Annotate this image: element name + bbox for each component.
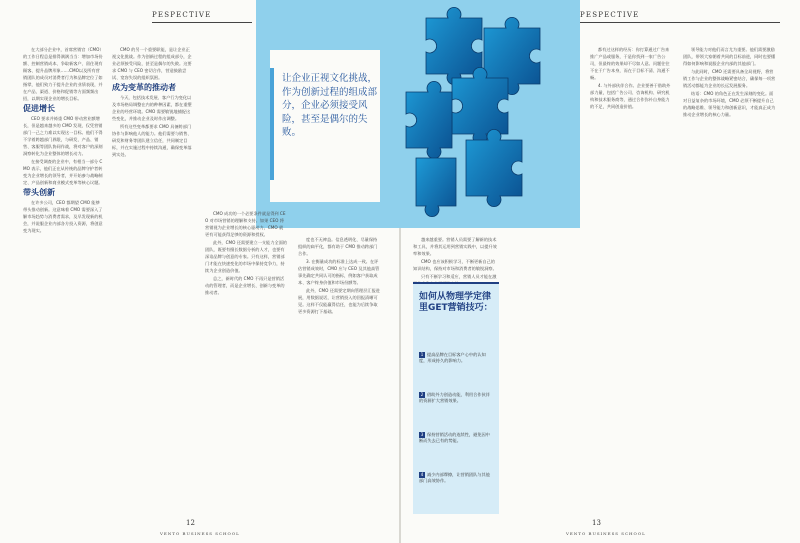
- right-column-4: [683, 46, 777, 512]
- body-paragraph: 与此同时，CMO 还需要具备全局视野，将营销工作与企业的整体战略紧密结合，确保每一项营销活动都能为企业的长远发展服务。: [683, 69, 776, 88]
- section-heading-change-agent: 成为变革的推动者: [112, 83, 176, 92]
- section-heading-innovation: 带头创新: [23, 188, 55, 197]
- body-paragraph: 此外，CMO 还需要建立一支能力全面的团队，既要有擅长数据分析的人才，也要有深谙品牌与创意的专家。只有这样，营销部门才能在快速变化的市场中保持竞争力，持续为企业创造价值。: [205, 240, 287, 273]
- body-paragraph: 4. 与外部伙伴合作。企业要善于借助外部力量，包括广告公司、咨询机构、研究机构和技术服务商等，通过合作弥补自身能力的不足，共同创造价值。: [590, 83, 671, 109]
- body-paragraph: 在大部分企业中，首席营销官（CMO）的工作日程总是排得满满当当：增加市场份额、控制营销成本、争取新客户、留住现有顾客、提升品牌形象……CMO以及所有营销团队的成员对消费者行为和品牌定位了如指掌，他们致力于提升企业的业绩表现，并在产品、渠道、价格和促销等方面频频出招，以期实现企业的增长目标。: [23, 47, 103, 101]
- body-paragraph: CMO 成功的一个必要条件就是得到 CEO 对市场营销的理解和支持。如果 CEO 将营销视为企业增长的核心驱动力，CMO 就更有可能获得足够的资源和授权。: [205, 211, 286, 237]
- sidebar-tip-1: [419, 352, 493, 365]
- right-column-3: [590, 46, 672, 512]
- body-paragraph: 结语：CMO 的角色正在发生深刻的变化。面对日益复杂的市场环境，CMO 必须不断提升自己的战略思维、领导能力和创新意识，才能真正成为推动企业增长的核心力量。: [683, 91, 776, 117]
- left-column-1: [23, 46, 103, 512]
- body-paragraph: 3. 在衡量成功的标准上达成一致。在评估营销成效时，CMO 应与 CEO 及其他高管事先确定共同认可的指标，例如客户获取成本、客户终身价值和市场份额等。: [298, 259, 380, 285]
- sidebar-tip-3: [419, 432, 493, 445]
- body-paragraph: 今天，包括技术发展、客户行为变化以及市场格局调整在内的种种因素，都在重塑企业的经营环境。CMO 需要敏锐地捕捉这些变化，并推动企业及时作出调整。: [112, 95, 192, 121]
- tip-text: 提高品牌在目标客户心中的认知度，形成持久的影响力。: [419, 352, 486, 364]
- pullquote-text: 让企业正视文化挑战，作为创新过程的组成部分，企业必须接受风险，甚至是偶尔的失败。: [282, 73, 378, 138]
- tip-text: 减少内部摩擦，让营销团队与其他部门高效协作。: [419, 472, 490, 484]
- tip-text: 借助外力创造动能，利用合作伙伴的资源扩大营销效果。: [419, 392, 490, 404]
- tip-number-badge: 4: [420, 472, 424, 477]
- body-paragraph: CMO 的另一个重要职能，是让企业正视文化挑战。作为创新过程的组成部分，企业必须接受风险，甚至是偶尔的失败。这要求 CMO 与 CEO 密切合作，营造鼓励尝试、宽容失误的组织氛围。: [112, 47, 192, 80]
- left-column-2: [112, 46, 192, 512]
- section-heading-growth: 促进增长: [23, 104, 55, 113]
- right-page-footer: VENTO BUSINESS SCHOOL: [566, 531, 646, 536]
- left-column-3: [205, 210, 287, 512]
- body-paragraph: 都有过这样的经历：你打算通过广告来推广产品或服务，于是你找到一家广告公司，但最终的效果却不尽如人意。问题往往不在于广告本身，而在于目标不清、沟通不畅。: [590, 47, 670, 80]
- tip-number-badge: 3: [420, 432, 424, 437]
- left-page-header: PESPECTIVE: [152, 11, 212, 19]
- left-page-footer: VENTO BUSINESS SCHOOL: [160, 531, 240, 536]
- right-column-1: [298, 236, 380, 512]
- body-paragraph: 越来越重要。营销人员需要了解新的技术和工具，并将其运用到营销实践中，以提升效率和效果。: [413, 237, 497, 256]
- body-paragraph: 度也不无裨益。信息透明化、尽量保持组织的扁平化，都有助于 CMO 推动跨部门合作。: [298, 237, 378, 256]
- physics-marketing-tips-sidebar: [413, 282, 499, 514]
- sidebar-tip-4: [419, 472, 493, 485]
- right-column-2: [413, 236, 499, 278]
- body-paragraph: 总之，新时代的 CMO 不再只是营销活动的管理者，而是企业增长、创新与变革的推动者。: [205, 276, 285, 295]
- body-paragraph: 只有不断学习和适应，营销人员才能在激: [421, 274, 497, 279]
- tip-number-badge: 2: [420, 392, 424, 397]
- body-paragraph: CEO 要求并倚重 CMO 带动营业额增长，但是越来越多的 CMO 发现，仅凭营销部门一己之力难以实现这一目标。他们不得不学着跨越部门界限，与研发、产品、销售、客服等团队协同作战，将对客户的深刻洞察转化为企业整体的增长动力。: [23, 116, 103, 156]
- body-paragraph: 在许多公司，CEO 都期望 CMO 能够带头推动创新。这意味着 CMO 需要深入了解市场趋势与消费者需求，及早发现新的机会，并说服企业内部各方投入资源，将创意变为现实。: [23, 200, 103, 233]
- body-paragraph: CMO 也应该积极学习，不断更新自己的知识结构，保持对市场和消费者的敏锐洞察。: [413, 259, 497, 271]
- body-paragraph: 在接受调查的企业中，有相当一部分 CMO 表示，他们正在从传统的品牌守护者转变为企业增长的领导者，并开始参与战略制定、产品创新和商业模式变革等核心议题。: [23, 159, 103, 185]
- body-paragraph: 领导能力对他们而言尤为重要。他们需要激励团队，带领大家朝着共同的目标前进，同时也要懂得如何影响和说服企业内部的其他部门。: [683, 47, 776, 66]
- body-paragraph: 此外，CMO 还需要定期向管理层汇报进展，用数据说话，让营销投入的回报清晰可见。这样不仅能赢得信任，也能为后续争取更多资源打下基础。: [298, 288, 380, 314]
- body-paragraph: 所有这些变革都要求 CMO 具备跨部门协作与影响他人的能力。他们需要与销售、研发和财务等团队建立信任，共同制定目标，并在实施过程中持续沟通，确保变革落到实处。: [112, 124, 192, 157]
- tip-number-badge: 1: [420, 352, 424, 357]
- sidebar-title: 如何从物理学定律里GET营销技巧：: [419, 292, 493, 313]
- sidebar-tip-2: [419, 392, 493, 405]
- right-page-number: 13: [592, 519, 601, 527]
- tip-text: 保持营销活动的连续性，避免因中断而失去已有的势能。: [419, 432, 490, 444]
- right-page-header: PESPECTIVE: [580, 11, 640, 19]
- right-header-rule: [580, 22, 780, 23]
- pullquote-box: [270, 50, 380, 202]
- left-header-rule: [152, 22, 252, 23]
- left-page-number: 12: [186, 519, 195, 527]
- pullquote-accent-bar: [270, 68, 274, 180]
